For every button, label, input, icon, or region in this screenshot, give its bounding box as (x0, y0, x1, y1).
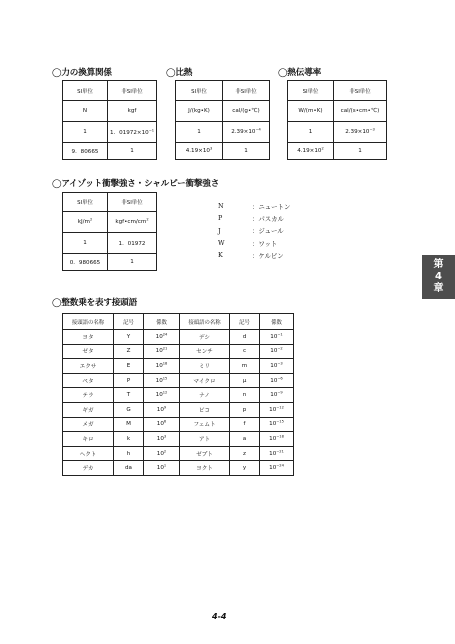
prefix-factor: $10^1$ (144, 461, 180, 476)
header-non-si-unit: 非SI単位 (334, 81, 387, 101)
prefix-name: ヨタ (63, 330, 114, 345)
prefix-name: アト (180, 432, 230, 447)
table-row (63, 417, 294, 432)
prefix-factor: $10^{-15}$ (260, 417, 294, 432)
prefix-name: フェムト (180, 417, 230, 432)
list-item (218, 225, 328, 237)
header-symbol: 記号 (230, 314, 260, 330)
unit-name: ：パスカル (252, 214, 284, 223)
header-prefix-name: 接頭語の名称 (180, 314, 230, 330)
prefix-factor: $10^{-1}$ (260, 330, 294, 345)
prefix-name: キロ (63, 432, 114, 447)
header-non-si-unit: 非SI単位 (108, 193, 157, 212)
unit-name: ：ジュール (252, 227, 284, 236)
cell: J/(kg•K) (176, 101, 223, 122)
prefix-symbol: a (230, 432, 260, 447)
cell: $4.19\times 10^2$ (288, 143, 334, 160)
table-row (63, 461, 294, 476)
prefix-factor: $10^{-2}$ (260, 344, 294, 359)
prefix-name: デシ (180, 330, 230, 345)
chapter-tab-char: 第 (433, 259, 444, 270)
cell: 9．80665 (63, 143, 108, 160)
unit-symbol: N (218, 202, 224, 211)
table-row (63, 330, 294, 345)
table-row (63, 373, 294, 388)
prefix-factor: $10^{21}$ (144, 344, 180, 359)
cell: 1 (108, 143, 157, 160)
thermal-conductivity-section-title: ◯熱伝導率 (278, 68, 321, 78)
header-symbol: 記号 (114, 314, 144, 330)
table-row (63, 344, 294, 359)
chapter-tab-number: 4 (435, 271, 442, 282)
prefix-symbol: z (230, 446, 260, 461)
cell: kgf (108, 101, 157, 122)
header-si-unit: SI単位 (288, 81, 334, 101)
prefix-symbol: f (230, 417, 260, 432)
prefix-symbol: P (114, 373, 144, 388)
cell: N (63, 101, 108, 122)
prefix-symbol: Z (114, 344, 144, 359)
prefix-name: マイクロ (180, 373, 230, 388)
prefix-factor: $10^{12}$ (144, 388, 180, 403)
prefix-name: ペタ (63, 373, 114, 388)
header-si-unit: SI単位 (176, 81, 223, 101)
cell: $kJ/m^2$ (63, 212, 108, 233)
table-row (63, 402, 294, 417)
prefix-symbol: y (230, 461, 260, 476)
prefix-factor: $10^{-6}$ (260, 373, 294, 388)
unit-symbol: W (218, 239, 225, 248)
table-row (63, 432, 294, 447)
chapter-tab (422, 255, 455, 299)
unit-name: ：ワット (252, 239, 278, 248)
prefix-name: デカ (63, 461, 114, 476)
header-factor: 係数 (144, 314, 180, 330)
chapter-tab-char: 章 (433, 283, 444, 294)
prefix-symbol: M (114, 417, 144, 432)
prefix-symbol: Y (114, 330, 144, 345)
prefix-factor: $10^{-21}$ (260, 446, 294, 461)
prefix-name: ヨクト (180, 461, 230, 476)
prefix-name: ナノ (180, 388, 230, 403)
prefix-symbol: k (114, 432, 144, 447)
table-row (63, 446, 294, 461)
thermal-conductivity-table (287, 80, 387, 160)
unit-symbol: K (218, 251, 223, 260)
prefix-symbol: p (230, 402, 260, 417)
prefix-factor: $10^{-9}$ (260, 388, 294, 403)
prefix-factor: $10^{18}$ (144, 359, 180, 374)
header-si-unit: SI単位 (63, 81, 108, 101)
prefix-name: テラ (63, 388, 114, 403)
list-item (218, 200, 328, 212)
cell: 1 (334, 143, 387, 160)
specific-heat-table (175, 80, 270, 160)
cell: 1．01972 (108, 233, 157, 254)
prefix-factor: $10^9$ (144, 402, 180, 417)
prefix-name: ギガ (63, 402, 114, 417)
prefix-name: メガ (63, 417, 114, 432)
prefix-name: エクサ (63, 359, 114, 374)
si-prefix-table (62, 313, 294, 476)
cell: W/(m•K) (288, 101, 334, 122)
cell: cal/(g•℃) (223, 101, 270, 122)
unit-abbreviation-list (218, 200, 328, 261)
prefix-symbol: m (230, 359, 260, 374)
page-number: 4-4 (212, 612, 227, 621)
unit-name: ：ニュートン (252, 202, 291, 211)
cell: 1 (63, 122, 108, 143)
prefix-symbol: T (114, 388, 144, 403)
prefix-name: ピコ (180, 402, 230, 417)
prefix-factor: $10^{15}$ (144, 373, 180, 388)
force-section-title: ◯力の換算関係 (52, 68, 112, 78)
cell: 1 (108, 254, 157, 271)
impact-strength-section-title: ◯アイゾット衝撃強さ・シャルピー衝撃強さ (52, 179, 220, 189)
cell: 1 (176, 122, 223, 143)
prefix-factor: $10^2$ (144, 446, 180, 461)
list-item (218, 249, 328, 261)
list-item (218, 237, 328, 249)
unit-name: ：ケルビン (252, 251, 284, 260)
cell: 0．980665 (63, 254, 108, 271)
prefix-name: ゼプト (180, 446, 230, 461)
prefix-name: センチ (180, 344, 230, 359)
unit-symbol: P (218, 214, 223, 223)
cell: 1 (223, 143, 270, 160)
impact-strength-table (62, 192, 157, 271)
prefix-name: ヘクト (63, 446, 114, 461)
prefix-symbol: h (114, 446, 144, 461)
prefix-factor: $10^{-12}$ (260, 402, 294, 417)
prefix-factor: $10^{24}$ (144, 330, 180, 345)
force-conversion-table (62, 80, 157, 160)
table-row (63, 388, 294, 403)
prefix-symbol: c (230, 344, 260, 359)
header-prefix-name: 接頭語の名称 (63, 314, 114, 330)
cell: 1．$01972\times 10^{-1}$ (108, 122, 157, 143)
unit-symbol: J (218, 226, 221, 235)
table-row (63, 359, 294, 374)
specific-heat-section-title: ◯比熱 (166, 68, 193, 78)
prefix-factor: $10^{-24}$ (260, 461, 294, 476)
cell: $4.19\times 10^3$ (176, 143, 223, 160)
cell: $2.39\times 10^{-3}$ (334, 122, 387, 143)
header-factor: 係数 (260, 314, 294, 330)
header-si-unit: SI単位 (63, 193, 108, 212)
prefix-name: ゼタ (63, 344, 114, 359)
prefix-symbol: n (230, 388, 260, 403)
prefix-name: ミリ (180, 359, 230, 374)
si-prefix-section-title: ◯整数乗を表す接頭語 (52, 298, 137, 308)
prefix-symbol: G (114, 402, 144, 417)
cell: 1 (288, 122, 334, 143)
prefix-factor: $10^{-3}$ (260, 359, 294, 374)
header-non-si-unit: 非SI単位 (223, 81, 270, 101)
prefix-symbol: E (114, 359, 144, 374)
list-item (218, 212, 328, 224)
header-non-si-unit: 非SI単位 (108, 81, 157, 101)
prefix-factor: $10^3$ (144, 432, 180, 447)
prefix-symbol: da (114, 461, 144, 476)
cell: $2.39\times 10^{-4}$ (223, 122, 270, 143)
prefix-factor: $10^{-18}$ (260, 432, 294, 447)
cell: 1 (63, 233, 108, 254)
prefix-symbol: d (230, 330, 260, 345)
cell: cal/(s•cm•℃) (334, 101, 387, 122)
prefix-factor: $10^6$ (144, 417, 180, 432)
cell: $kgf•cm/cm^2$ (108, 212, 157, 233)
prefix-symbol: μ (230, 373, 260, 388)
